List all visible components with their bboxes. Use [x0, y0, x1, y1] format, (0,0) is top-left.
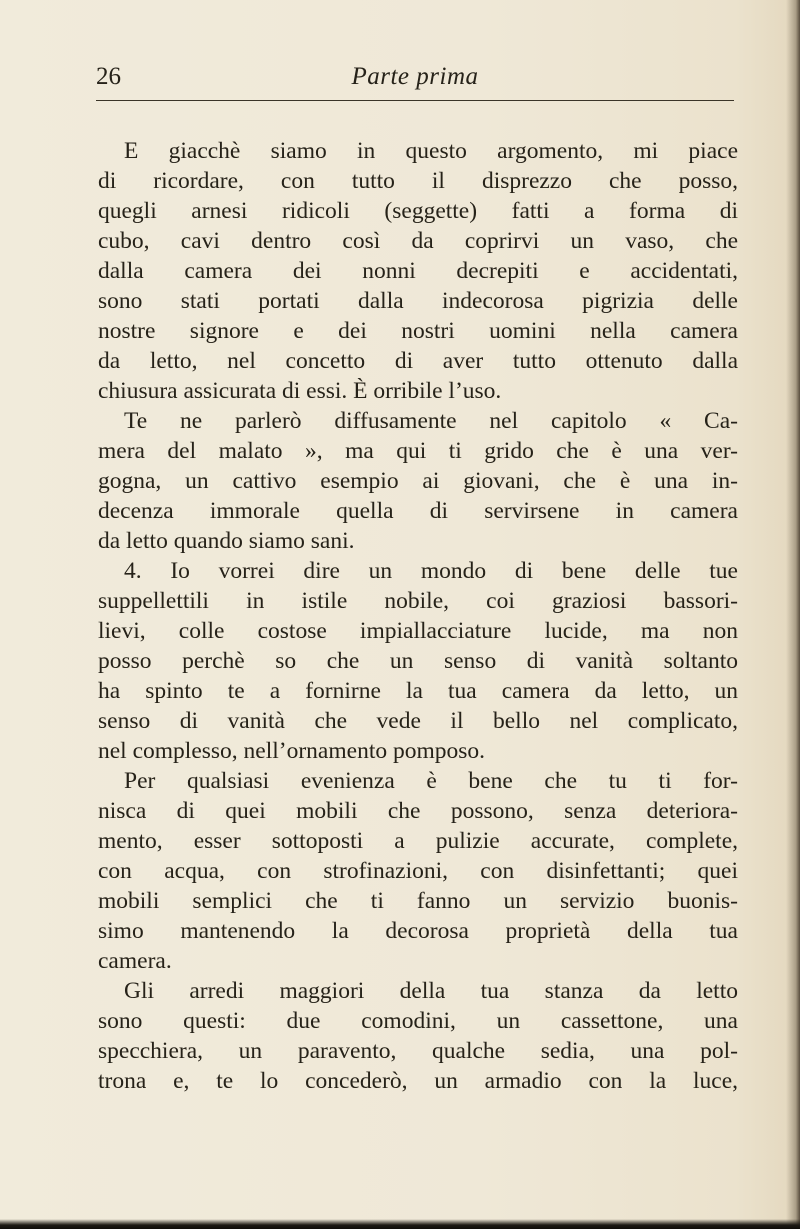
text-line: di ricordare, con tutto il disprezzo che posso, — [98, 168, 738, 194]
text-line: con acqua, con strofinazioni, con disinfettanti; quei — [98, 858, 738, 884]
text-line: sono questi: due comodini, un cassettone, una — [98, 1008, 738, 1034]
page-header — [96, 62, 734, 92]
text-line: specchiera, un paravento, qualche sedia, una pol- — [98, 1038, 738, 1064]
page-edge-shadow — [786, 0, 800, 1229]
body-text — [98, 136, 738, 1096]
text-line: Gli arredi maggiori della tua stanza da letto — [124, 978, 738, 1004]
text-line: nostre signore e dei nostri uomini nella camera — [98, 318, 738, 344]
text-line: senso di vanità che vede il bello nel complicato, — [98, 708, 738, 734]
running-title: Parte prima — [351, 63, 479, 90]
text-line: lievi, colle costose impiallacciature lucide, ma non — [98, 618, 738, 644]
text-line: mera del malato », ma qui ti grido che è una ver- — [98, 438, 738, 464]
text-line: mento, esser sottoposti a pulizie accurate, complete, — [98, 828, 738, 854]
text-line: nel complesso, nell’ornamento pomposo. — [98, 738, 486, 764]
page-number: 26 — [96, 63, 121, 90]
text-line: da letto, nel concetto di aver tutto ottenuto dalla — [98, 348, 738, 374]
text-line: suppellettili in istile nobile, coi graziosi bassori- — [98, 588, 738, 614]
text-line: cubo, cavi dentro così da coprirvi un vaso, che — [98, 228, 738, 254]
page-bottom-edge — [0, 1219, 800, 1229]
text-line: mobili semplici che ti fanno un servizio buonis- — [98, 888, 738, 914]
header-rule — [96, 100, 734, 101]
text-line: 4. Io vorrei dire un mondo di bene delle tue — [124, 558, 738, 584]
text-line: posso perchè so che un senso di vanità soltanto — [98, 648, 738, 674]
text-line: da letto quando siamo sani. — [98, 528, 355, 554]
text-line: camera. — [98, 948, 172, 974]
text-line: Te ne parlerò diffusamente nel capitolo « Ca- — [124, 408, 738, 434]
text-line: chiusura assicurata di essi. È orribile l’uso. — [98, 378, 502, 404]
text-line: quegli arnesi ridicoli (seggette) fatti a forma di — [98, 198, 738, 224]
text-line: Per qualsiasi evenienza è bene che tu ti for- — [124, 768, 738, 794]
text-line: trona e, te lo concederò, un armadio con la luce, — [98, 1068, 738, 1094]
text-line: ha spinto te a fornirne la tua camera da letto, un — [98, 678, 738, 704]
text-line: decenza immorale quella di servirsene in camera — [98, 498, 738, 524]
text-line: sono stati portati dalla indecorosa pigrizia delle — [98, 288, 738, 314]
text-line: E giacchè siamo in questo argomento, mi piace — [124, 138, 738, 164]
text-line: dalla camera dei nonni decrepiti e accidentati, — [98, 258, 738, 284]
text-line: simo mantenendo la decorosa proprietà della tua — [98, 918, 738, 944]
text-line: nisca di quei mobili che possono, senza deteriora- — [98, 798, 738, 824]
text-line: gogna, un cattivo esempio ai giovani, che è una in- — [98, 468, 738, 494]
